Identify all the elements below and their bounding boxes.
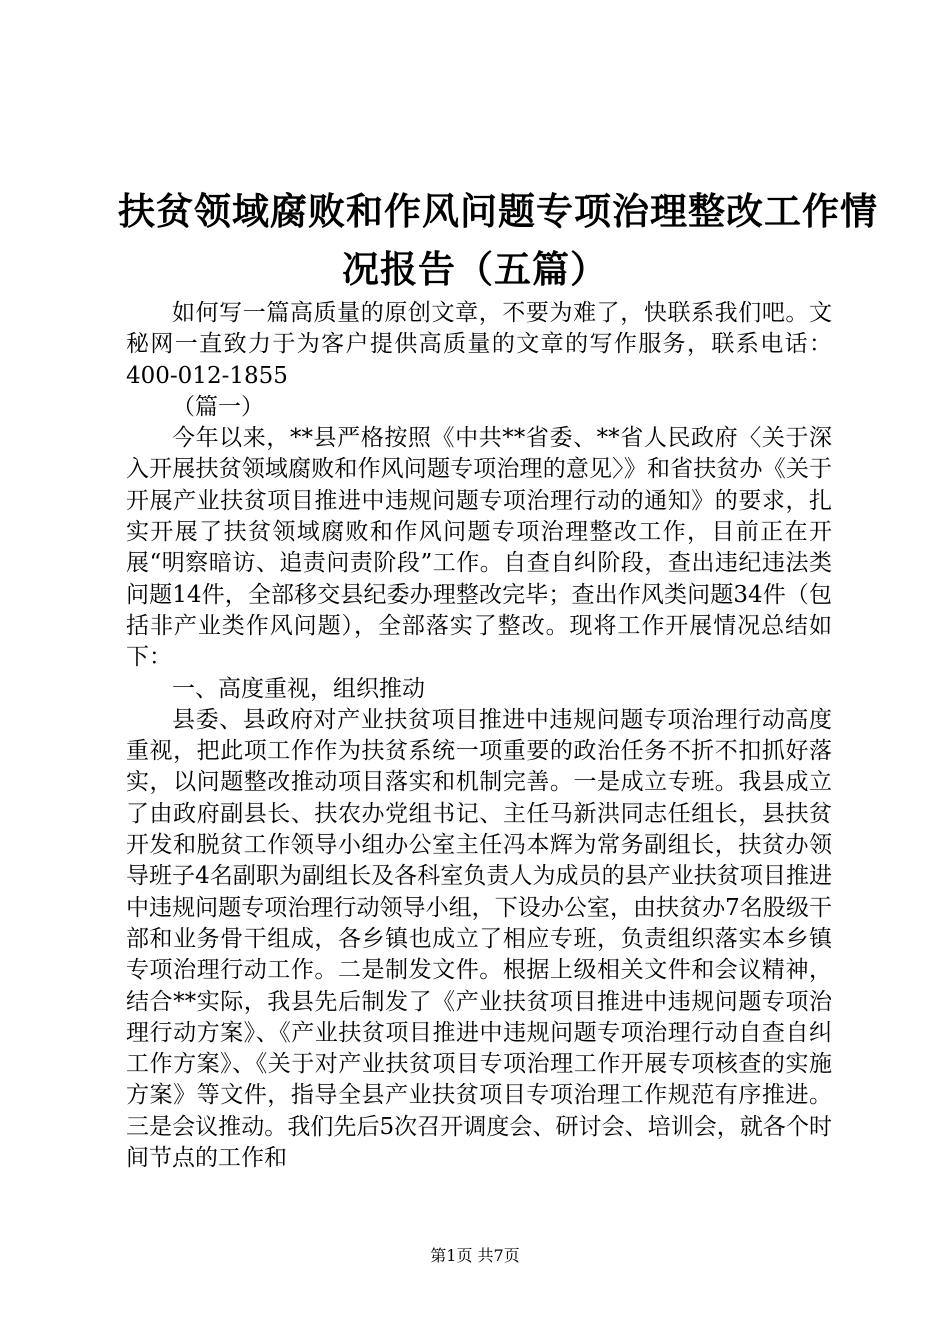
page-footer: 第1页 共7页	[430, 1246, 520, 1265]
section-heading-1: 一、高度重视，组织推动	[172, 675, 425, 702]
body-paragraph-1: 今年以来，**县严格按照《中共**省委、**省人民政府〈关于深入开展扶贫领域腐败和作风问题专项治理的意见〉》和省扶贫办《关于开展产业扶贫项目推进中违规问题专项治理行动的通知》的要求，扎实开展了扶贫领域腐败和作风问题专项治理整改工作，目前正在开展“明察暗访、追责问责阶段”工作。自查自纠阶段，查出违纪违法类问题14件，全部移交县纪委办理整改完毕；查出作风类问题34件（包括非产业类作风问题），全部落实了整改。现将工作开展情况总结如下：	[126, 425, 832, 671]
section-label: （篇一）	[172, 393, 264, 420]
document-title-line-2: 况报告（五篇）	[342, 247, 608, 291]
document-title-line-1: 扶贫领域腐败和作风问题专项治理整改工作情	[118, 189, 878, 233]
body-paragraph-2: 县委、县政府对产业扶贫项目推进中违规问题专项治理行动高度重视，把此项工作作为扶贫系统一项重要的政治任务不折不扣抓好落实，以问题整改推动项目落实和机制完善。一是成立专班。我县成立了由政府副县长、扶农办党组书记、主任马新洪同志任组长，县扶贫开发和脱贫工作领导小组办公室主任冯本辉为常务副组长，扶贫办领导班子4名副职为副组长及各科室负责人为成员的县产业扶贫项目推进中违规问题专项治理行动领导小组，下设办公室，由扶贫办7名股级干部和业务骨干组成，各乡镇也成立了相应专班，负责组织落实本乡镇专项治理行动工作。二是制发文件。根据上级相关文件和会议精神，结合**实际，我县先后制发了《产业扶贫项目推进中违规问题专项治理行动方案》、《产业扶贫项目推进中违规问题专项治理行动自查自纠工作方案》、《关于对产业扶贫项目专项治理工作开展专项核查的实施方案》等文件，指导全县产业扶贫项目专项治理工作规范有序推进。三是会议推动。我们先后5次召开调度会、研讨会、培训会，就各个时间节点的工作和	[126, 706, 832, 1172]
document-body	[126, 298, 832, 1174]
intro-paragraph: 如何写一篇高质量的原创文章，不要为难了，快联系我们吧。文秘网一直致力于为客户提供高质量的文章的写作服务，联系电话：400-012-1855	[126, 300, 832, 389]
